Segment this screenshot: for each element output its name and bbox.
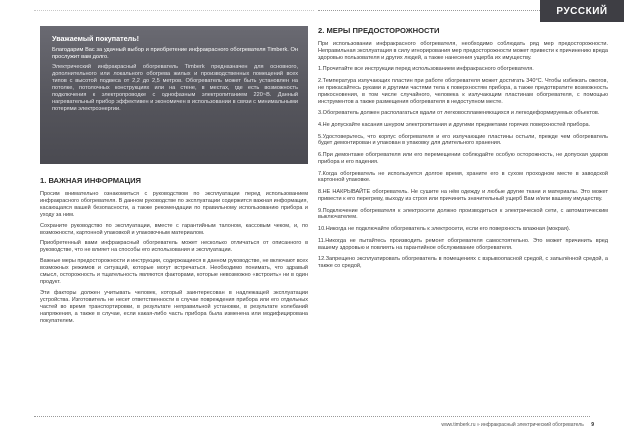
greeting-paragraph-2: Электрический инфракрасный обогреватель Timberk предназначен для основного, дополнительного или локального обогрева жилых и производственных помещений всех типов с высотой подвеса от 2,2 до 2,5 метров. Обогреватель может быть установлен на потолке, потолочных конструкциях или на стене, в местах, где есть возможность подключения к электропроводке с однофазным электропитанием 220~В. Данный нагревательный прибор эффективен и экономичен в использовании в связи с минимальными потерями электроэнергии. — [52, 64, 298, 112]
top-divider-left — [34, 10, 314, 11]
section-paragraph: При использовании инфракрасного обогревателя, необходимо соблюдать ряд мер предосторожности. Неправильная эксплуатация в силу игнорирования мер предосторожности может привести к причинению вреда здоровью пользователя и других людей, а также нанесения ущерба их имуществу. — [318, 41, 608, 61]
precaution-item: 2.Температура излучающих пластин при работе обогревателя может достигать 340°С. Чтобы избежать ожогов, не прикасайтесь руками и другими частями тела к поверхностям прибора, а также предотвратите возможность прикосновения, в том числе случайного, человека к излучающим пластинам обогревателя, с помощью инструментов а также размещения обогревателя в недоступном месте. — [318, 78, 608, 105]
page-number: 9 — [591, 422, 594, 428]
section-precautions — [318, 26, 608, 275]
footer-site-text: www.timberk.ru » инфракрасный электрический обогреватель — [441, 422, 584, 428]
precaution-item: 8.НЕ НАКРЫВАЙТЕ обогреватель. Не сушите на нём одежду и любые другие ткани и материалы. Это может привести к его перегреву, выходу из строя или причинить значительный ущерб Вам и/или вашему имуществу. — [318, 189, 608, 202]
precaution-item: 1.Прочитайте все инструкции перед использованием инфракрасного обогревателя. — [318, 66, 534, 73]
precaution-item: 12.Запрещено эксплуатировать обогреватель в помещениях с взрывоопасной средой, с запылённой средой, а также со средой, — [318, 256, 608, 269]
section-paragraph: Эти факторы должен учитывать человек, который заинтересован в надлежащей эксплуатации устройства. Изготовитель не несет ответственности в случае повреждения прибора или его отдельных частей во время транспортировки, в результате неправильной установки, в результате колебаний напряжения, а также в случае, если какая-либо часть прибора была изменена или модифицирована покупателем. — [40, 289, 308, 324]
precaution-item: 6.При демонтаже обогревателя или его перемещении соблюдайте особую осторожность, не допуская ударов прибора и его падения. — [318, 152, 608, 165]
section-important-info — [40, 176, 308, 328]
greeting-box — [40, 26, 308, 164]
page-footer — [441, 422, 594, 428]
precaution-item: 11.Никогда не пытайтесь производить ремонт обогревателя самостоятельно. Это может причинить вред вашему здоровью и повлиять на гарантийное обслуживание обогревателя. — [318, 237, 608, 251]
precaution-item: 3.Обогреватель должен располагаться вдали от легковоспламеняющихся и легкодеформируемых объектов. — [318, 110, 600, 117]
greeting-title: Уважаемый покупатель! — [52, 34, 140, 43]
top-divider-right — [318, 10, 540, 11]
precaution-item: 9.Подключение обогревателя к электросети должно производиться к электрической сети, с автоматическим выключателем. — [318, 207, 608, 221]
section-paragraph: Просим внимательно ознакомиться с руководством по эксплуатации перед использованием инфракрасного обогревателя. В данном руководстве по эксплуатации содержится важная информация, касающаяся вашей безопасности, а также рекомендации по правильному использованию прибора и уходу за ним. — [40, 191, 308, 218]
section-paragraph: Важные меры предосторожности и инструкции, содержащиеся в данном руководстве, не включают всех возможных режимов и ситуаций, которые могут встречаться. Необходимо понимать, что здравый смысл, осторожность и тщательность являются факторами, которые невозможно «встроить» ни в один продукт. — [40, 258, 308, 285]
precaution-item: 10.Никогда не подключайте обогреватель к электросети, если его поверхность влажная (мокрая). — [318, 226, 571, 232]
section-heading: 1. ВАЖНАЯ ИНФОРМАЦИЯ — [40, 176, 141, 185]
precaution-item: 4.Не допускайте касания шнуром электропитания и другими предметами горячих поверхностей прибора. — [318, 121, 591, 128]
bottom-divider — [34, 416, 590, 417]
language-tab: РУССКИЙ — [540, 0, 624, 22]
section-paragraph: Приобретенный вами инфракрасный обогреватель может несколько отличаться от описанного в руководстве, что не влияет на способы его использования и эксплуатации. — [40, 240, 308, 254]
greeting-paragraph-1: Благодарим Вас за удачный выбор и приобретение инфракрасного обогревателя Timberk. Он прослужит вам долго. — [52, 47, 298, 60]
section-paragraph: Сохраните руководство по эксплуатации, вместе с гарантийным талоном, кассовым чеком, и, по возможности, картонной упаковкой и упаковочным материалом. — [40, 222, 308, 236]
precaution-item: 7.Когда обогреватель не используется долгое время, храните его в сухом проходном месте в заводской картонной упаковке. — [318, 170, 608, 184]
section-heading: 2. МЕРЫ ПРЕДОСТОРОЖНОСТИ — [318, 26, 440, 35]
precaution-item: 5.Удостоверьтесь, что корпус обогревателя и его излучающие пластины остыли, прежде чем обогреватель будет демонтирован и упакован в упаковку для длительного хранения. — [318, 133, 608, 147]
